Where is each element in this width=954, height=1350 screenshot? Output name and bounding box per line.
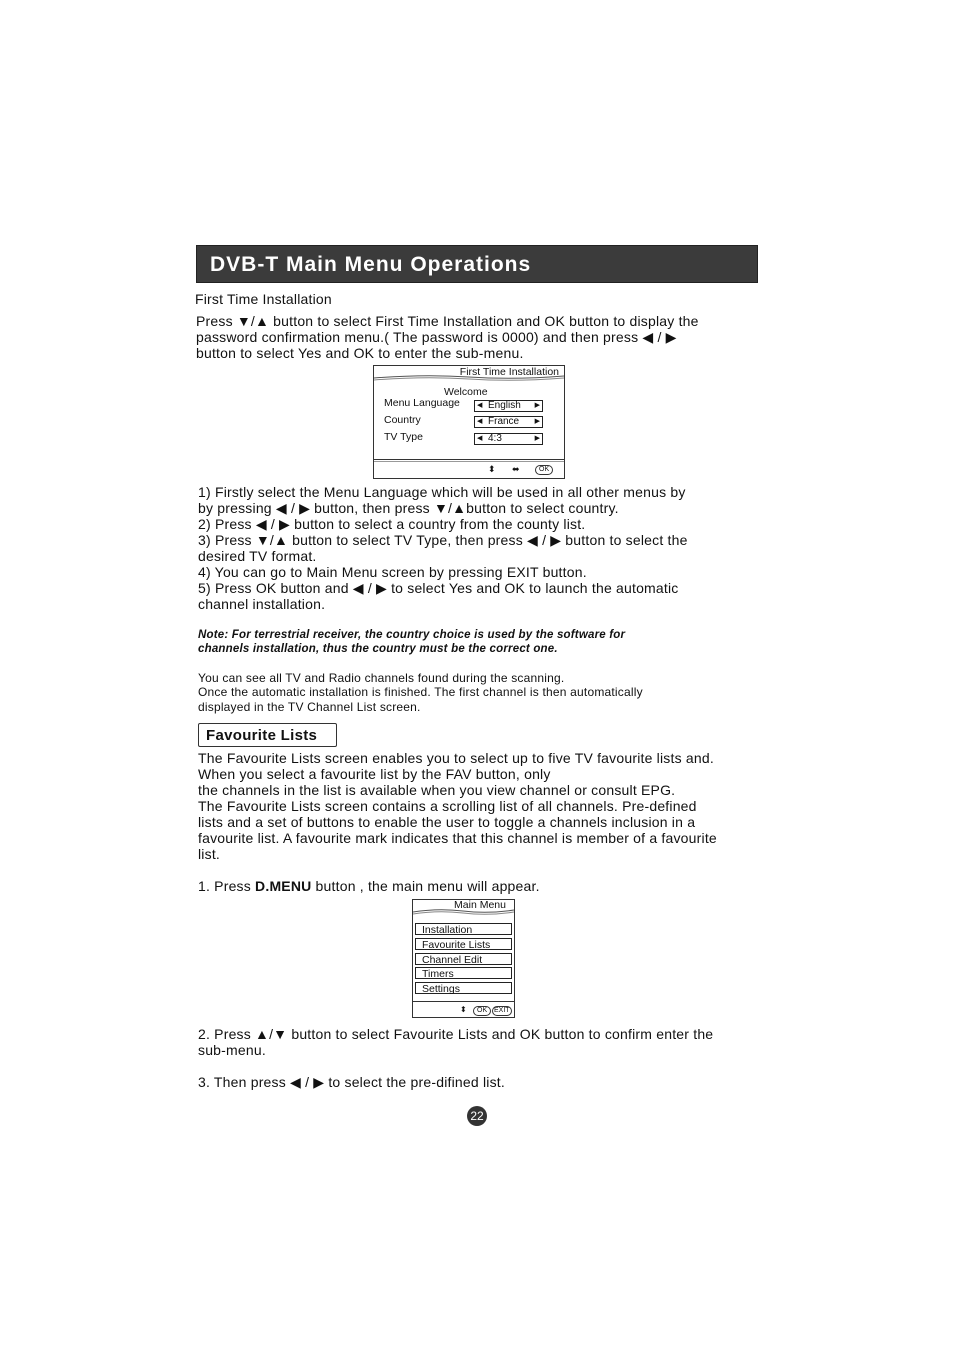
step-line: desired TV format. [198, 548, 317, 564]
country-label: Country [384, 414, 421, 426]
exit-icon: EXIT [494, 1007, 510, 1014]
page-number: 22 [467, 1106, 487, 1126]
favourite-paragraph-line: The Favourite Lists screen contains a scrolling list of all channels. Pre-defined [198, 798, 697, 814]
favourite-step-1 [198, 878, 540, 894]
favourite-paragraph-line: When you select a favourite list by the FAV button, only [198, 766, 551, 782]
step-line: by pressing ◀ / ▶ button, then press ▼/▲button to select country. [198, 500, 619, 516]
title-bar [196, 245, 758, 283]
note-line: Note: For terrestrial receiver, the country choice is used by the software for [198, 629, 626, 641]
section-heading: First Time Installation [195, 291, 332, 307]
tv-type-label: TV Type [384, 431, 423, 443]
first-time-installation-screen [373, 365, 565, 479]
intro-line: password confirmation menu.( The password is 0000) and then press ◀ / ▶ [196, 329, 677, 345]
menu-item-timers[interactable]: Timers [415, 967, 512, 979]
step-line: 3) Press ▼/▲ button to select TV Type, then press ◀ / ▶ button to select the [198, 532, 688, 548]
favourite-paragraph-line: favourite list. A favourite mark indicates that this channel is member of a favourite [198, 830, 717, 846]
up-down-icon: ⬍ [460, 1005, 467, 1014]
country-selector[interactable]: ◀ France ▶ [474, 416, 543, 428]
left-right-icon: ⬌ [512, 464, 520, 474]
intro-line: Press ▼/▲ button to select First Time Installation and OK button to display the [196, 313, 699, 329]
ok-icon: OK [535, 465, 553, 475]
favourite-paragraph-line: lists and a set of buttons to enable the user to toggle a channels inclusion in a [198, 814, 696, 830]
favourite-step-2: 2. Press ▲/▼ button to select Favourite Lists and OK button to confirm enter the [198, 1026, 714, 1042]
intro-line: button to select Yes and OK to enter the sub-menu. [196, 345, 524, 361]
step-line: 2) Press ◀ / ▶ button to select a country from the county list. [198, 516, 586, 532]
step-line: 1) Firstly select the Menu Language which will be used in all other menus by [198, 484, 686, 500]
divider [374, 459, 564, 462]
favourite-paragraph-line: list. [198, 846, 220, 862]
note-line: channels installation, thus the country must be the correct one. [198, 643, 558, 655]
menu-item-favourite-lists[interactable]: Favourite Lists [415, 938, 512, 950]
menu-item-channel-edit[interactable]: Channel Edit [415, 953, 512, 965]
favourite-lists-heading: Favourite Lists [198, 723, 337, 747]
up-down-icon: ⬍ [488, 464, 496, 474]
favourite-paragraph-line: The Favourite Lists screen enables you to select up to five TV favourite lists and. [198, 750, 714, 766]
step-text: button , the main menu will appear. [311, 878, 540, 894]
scan-info-line: displayed in the TV Channel List screen. [198, 700, 421, 714]
favourite-step-3: 3. Then press ◀ / ▶ to select the pre-difined list. [198, 1074, 505, 1090]
welcome-label: Welcome [444, 386, 488, 398]
screen-title: Main Menu [454, 899, 506, 911]
step-line: 4) You can go to Main Menu screen by pressing EXIT button. [198, 564, 587, 580]
menu-item-installation[interactable]: Installation [415, 923, 512, 935]
scan-info-line: You can see all TV and Radio channels found during the scanning. [198, 671, 565, 685]
tv-type-selector[interactable]: ◀ 4:3 ▶ [474, 433, 543, 445]
step-line: 5) Press OK button and ◀ / ▶ to select Yes and OK to launch the automatic [198, 580, 679, 596]
screen-title: First Time Installation [459, 366, 559, 378]
divider [413, 1001, 514, 1003]
favourite-step-2: sub-menu. [198, 1042, 266, 1058]
favourite-paragraph-line: the channels in the list is available when you view channel or consult EPG. [198, 782, 676, 798]
menu-language-label: Menu Language [384, 397, 460, 409]
page-title: DVB-T Main Menu Operations [210, 253, 532, 276]
ok-icon: OK [473, 1006, 491, 1016]
menu-item-settings[interactable]: Settings [415, 982, 512, 994]
step-line: channel installation. [198, 596, 326, 612]
step-text: 1. Press [198, 878, 256, 894]
menu-language-selector[interactable]: ◀ English ▶ [474, 400, 543, 412]
main-menu-screen [412, 899, 515, 1018]
scan-info-line: Once the automatic installation is finished. The first channel is then automatically [198, 685, 643, 699]
dmenu-key: D.MENU [255, 878, 312, 894]
